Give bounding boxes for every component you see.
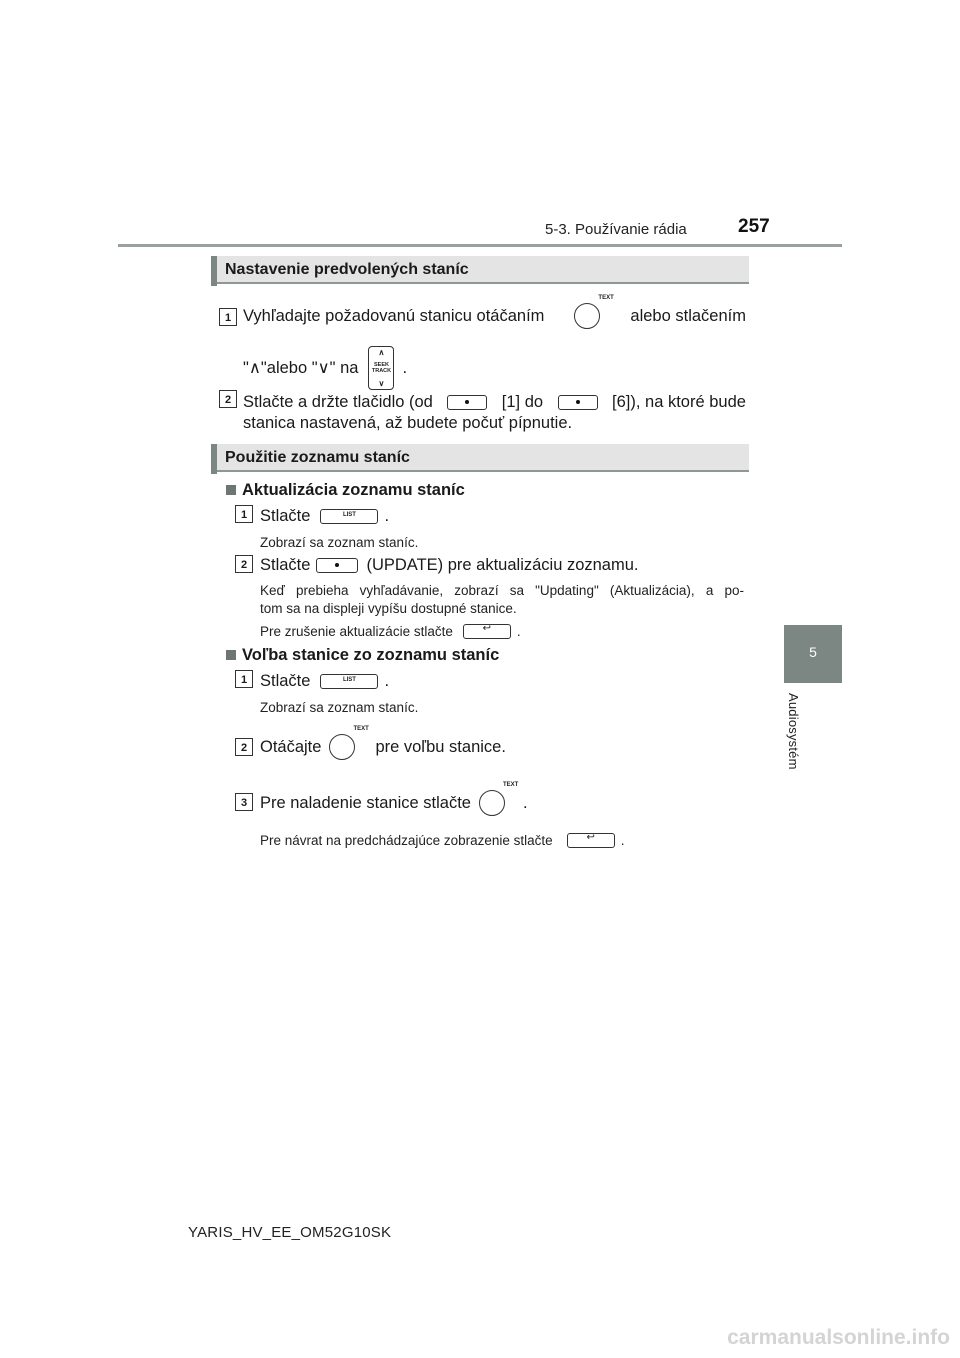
section-heading-station-list: Použitie zoznamu staníc bbox=[211, 444, 749, 472]
text-segment: alebo stlačením bbox=[630, 306, 746, 325]
square-bullet-icon bbox=[226, 650, 236, 660]
return-button-icon bbox=[567, 833, 615, 848]
text-segment: "∧"alebo "∨" na bbox=[243, 359, 359, 377]
down-arrow-icon: ∨ bbox=[378, 379, 385, 388]
page-number: 257 bbox=[738, 216, 770, 237]
text-segment: Pre naladenie stanice stlačte bbox=[260, 793, 471, 812]
text-segment: Otáčajte bbox=[260, 737, 322, 756]
note-text: Keď prebieha vyhľadávanie, zobrazí sa "Updating" (Aktualizácia), a po- bbox=[260, 583, 744, 598]
step-text bbox=[260, 507, 389, 526]
tune-knob-icon: TEXT bbox=[479, 790, 505, 816]
text-segment: . bbox=[384, 507, 390, 525]
note-text bbox=[260, 833, 624, 848]
subheading-update-list: Aktualizácia zoznamu staníc bbox=[226, 481, 465, 500]
section-title: 5-3. Používanie rádia bbox=[545, 221, 687, 238]
chapter-number: 5 bbox=[809, 644, 817, 660]
update-button-icon bbox=[316, 558, 358, 573]
preset-button-icon bbox=[447, 395, 487, 410]
square-bullet-icon bbox=[226, 485, 236, 495]
note-text: Zobrazí sa zoznam staníc. bbox=[260, 535, 419, 550]
seek-track-button-icon bbox=[368, 346, 394, 390]
step-text bbox=[260, 726, 506, 760]
text-segment: . bbox=[522, 793, 528, 812]
text-segment: [6]), na ktoré bude bbox=[612, 393, 746, 411]
text-segment: . bbox=[402, 358, 408, 377]
header-divider bbox=[118, 244, 842, 247]
step-text bbox=[243, 393, 746, 412]
return-arrow-icon: ↩ bbox=[586, 832, 595, 843]
text-segment: Stlačte a držte tlačidlo (od bbox=[243, 393, 433, 411]
preset-button-icon bbox=[558, 395, 598, 410]
seek-track-label: SEEK TRACK bbox=[371, 362, 392, 374]
text-segment: . bbox=[384, 672, 390, 690]
step-number: 1 bbox=[219, 308, 237, 326]
text-segment: Vyhľadajte požadovanú stanicu otáčaním bbox=[243, 306, 545, 325]
step-number: 2 bbox=[219, 390, 237, 408]
note-text: Zobrazí sa zoznam staníc. bbox=[260, 700, 419, 715]
note-text bbox=[260, 624, 521, 639]
text-segment: Stlačte bbox=[260, 507, 311, 525]
text-segment: pre voľbu stanice. bbox=[375, 737, 506, 756]
text-segment: (UPDATE) pre aktualizáciu zoznamu. bbox=[366, 556, 639, 574]
step-text bbox=[260, 782, 528, 816]
section-heading-presets: Nastavenie predvolených staníc bbox=[211, 256, 749, 284]
text-segment: Stlačte bbox=[260, 672, 311, 690]
step-number: 2 bbox=[235, 555, 253, 573]
step-number: 3 bbox=[235, 793, 253, 811]
list-button-icon: LIST bbox=[320, 674, 378, 689]
step-number: 1 bbox=[235, 505, 253, 523]
tune-knob-icon bbox=[574, 295, 614, 329]
text-segment: Pre návrat na predchádzajúce zobrazenie stlačte bbox=[260, 833, 553, 848]
text-segment: Stlačte bbox=[260, 556, 311, 574]
step-text bbox=[260, 672, 389, 691]
subheading-select-station: Voľba stanice zo zoznamu staníc bbox=[226, 646, 499, 665]
knob-label: TEXT bbox=[598, 295, 614, 301]
step-number: 1 bbox=[235, 670, 253, 688]
return-button-icon bbox=[463, 624, 511, 639]
text-segment: . bbox=[516, 624, 521, 639]
step-text-continued: stanica nastavená, až budete počuť pípnutie. bbox=[243, 414, 573, 432]
text-segment: Pre zrušenie aktualizácie stlačte bbox=[260, 624, 453, 639]
watermark: carmanualsonline.info bbox=[727, 1326, 950, 1349]
text-segment: . bbox=[620, 833, 625, 848]
text-segment: [1] do bbox=[501, 393, 544, 411]
return-arrow-icon: ↩ bbox=[482, 623, 492, 634]
document-code: YARIS_HV_EE_OM52G10SK bbox=[188, 1224, 392, 1241]
step-text bbox=[243, 295, 746, 329]
note-text: tom sa na displeji vypíšu dostupné stanice. bbox=[260, 601, 517, 616]
tune-knob-icon: TEXT bbox=[329, 734, 355, 760]
list-button-icon: LIST bbox=[320, 509, 378, 524]
up-arrow-icon: ∧ bbox=[378, 348, 385, 357]
step-number: 2 bbox=[235, 738, 253, 756]
step-text bbox=[243, 346, 407, 390]
step-text bbox=[260, 556, 639, 575]
chapter-label: Audiosystém bbox=[786, 693, 801, 770]
